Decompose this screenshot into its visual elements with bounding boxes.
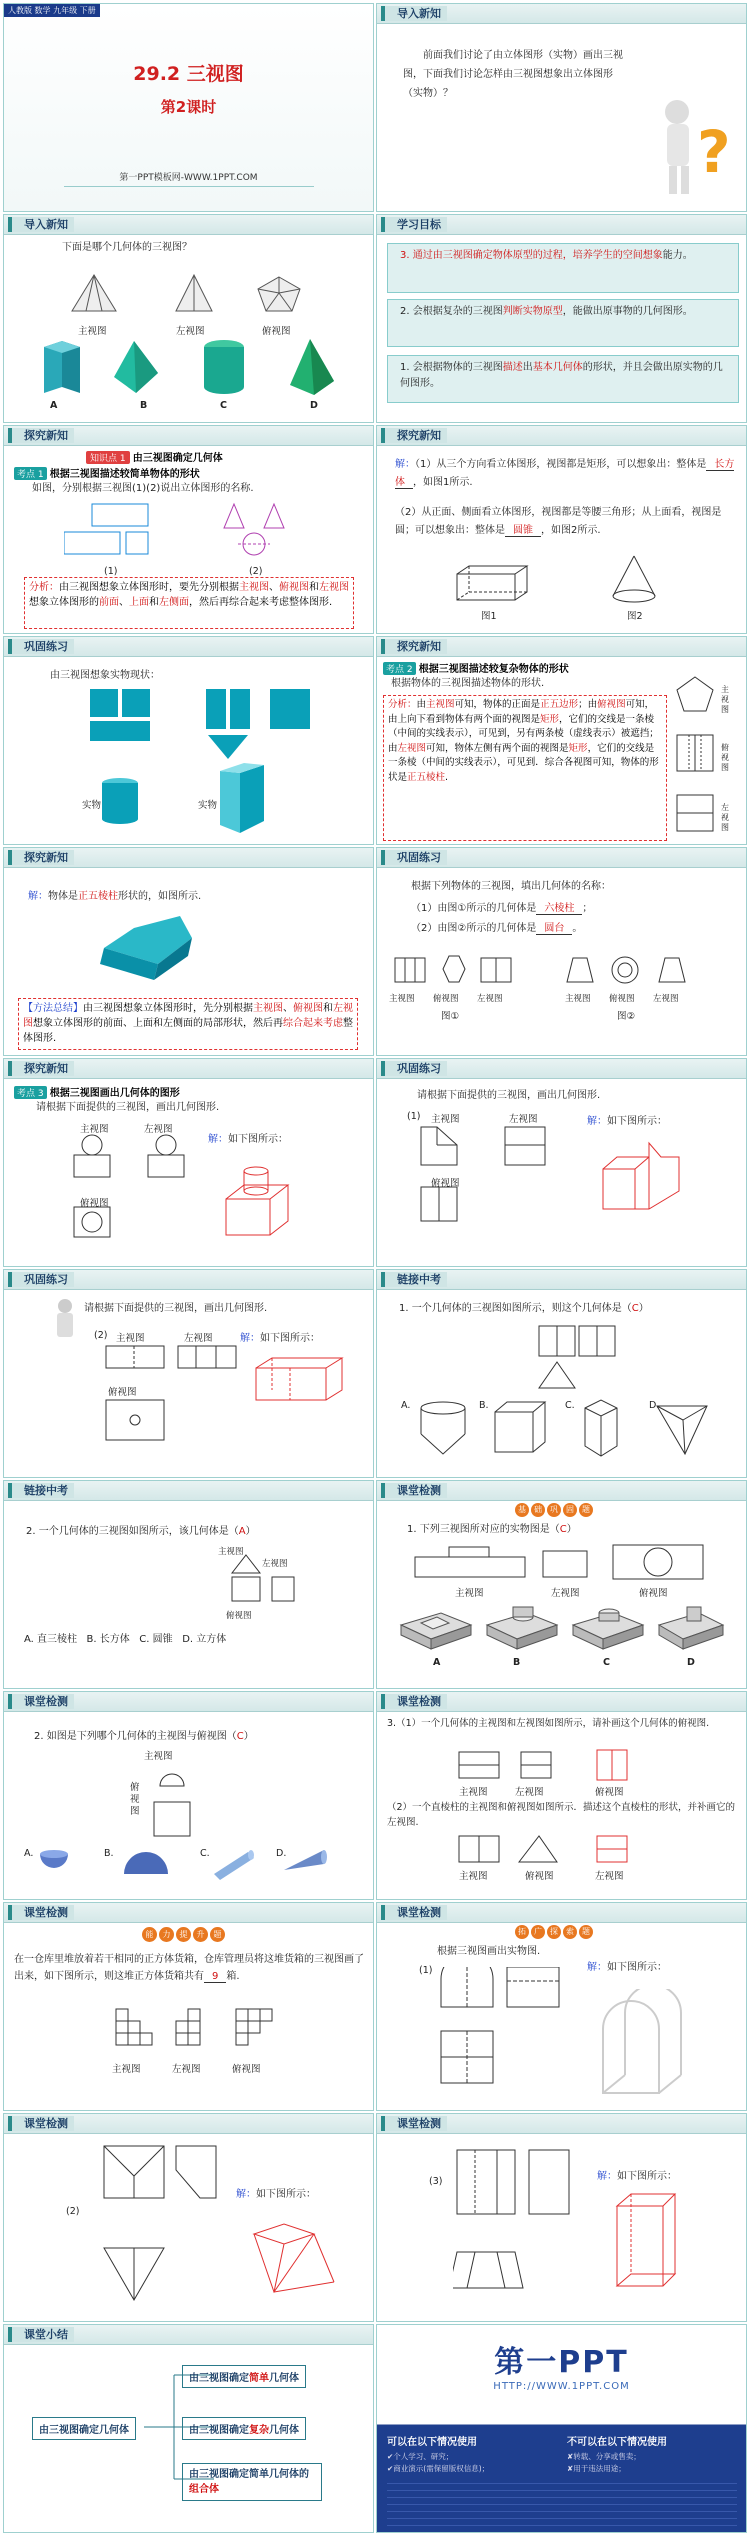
question: 根据三视图画出实物图.: [437, 1946, 541, 1957]
answer-sketch: [609, 2190, 699, 2310]
slide-9[interactable]: [3, 847, 374, 1056]
exercise-views: [393, 952, 733, 988]
slide-header: 探究新知: [4, 1059, 373, 1079]
slide-header: 课堂检测: [377, 1692, 746, 1712]
caption-2: 图②: [617, 1011, 636, 1022]
slide-4[interactable]: [376, 214, 747, 423]
q2: （2）一个直棱柱的主视图和俯视图如图所示．描述这个直棱柱的形状，并补画它的左视图.: [387, 1802, 736, 1828]
svg-text:?: ?: [697, 118, 731, 186]
views-2: [457, 1832, 657, 1868]
l4: 主视图: [565, 994, 591, 1004]
question: 2. 如图是下列哪个几何体的主视图与俯视图（C）: [34, 1731, 254, 1742]
question: 根据物体的三视图描述物体的形状.: [391, 678, 545, 689]
v4: 主视图: [459, 1871, 488, 1882]
question: 如图，分别根据三视图(1)(2)说出立体图形的名称.: [32, 483, 254, 494]
slide-22[interactable]: [376, 2113, 747, 2322]
answer: 解：如下图所示：: [208, 1134, 288, 1145]
option-b[interactable]: B: [140, 400, 148, 411]
slide-header: 导入新知: [4, 215, 373, 235]
opt-d[interactable]: D.: [276, 1848, 287, 1859]
v1: 主视图: [218, 1547, 244, 1557]
answer: 解：如下图所示：: [597, 2171, 677, 2182]
slide-17[interactable]: [3, 1691, 374, 1900]
l5: 俯视图: [609, 994, 635, 1004]
can-1: ✔个人学习、研究；: [387, 2452, 454, 2461]
three-views: [64, 273, 324, 323]
slide-23-summary[interactable]: [3, 2324, 374, 2533]
option-solids: [397, 1603, 727, 1653]
logo: 第一PPT: [494, 2345, 629, 2380]
cannot-2: ✘用于违法用途；: [567, 2464, 626, 2473]
caption-1: 图①: [441, 1011, 460, 1022]
slide-24-footer[interactable]: [376, 2324, 747, 2533]
slide-header: 链接中考: [377, 1270, 746, 1290]
exercise-figures: [44, 685, 364, 845]
opt-d[interactable]: D.: [649, 1400, 660, 1411]
l1: 主视图: [389, 994, 415, 1004]
slide-2[interactable]: [376, 3, 747, 212]
fig2-label: 图2: [627, 611, 643, 622]
views: [146, 1762, 206, 1842]
option-a[interactable]: A: [50, 400, 58, 411]
slide-16[interactable]: [376, 1480, 747, 1689]
slide-header: 巩固练习: [4, 1270, 373, 1290]
slide-11[interactable]: [3, 1058, 374, 1267]
views: [413, 1543, 713, 1583]
l3: 左视图: [477, 994, 503, 1004]
divider: [64, 186, 314, 187]
view-label-front: 主视图: [721, 685, 729, 714]
v6: 左视图: [595, 1871, 624, 1882]
slide-14[interactable]: [376, 1269, 747, 1478]
link-list-decor: [387, 2477, 737, 2529]
l6: 左视图: [653, 994, 679, 1004]
v2: 左视图: [551, 1588, 580, 1599]
can-2: ✔商业演示(需保留版权信息)；: [387, 2464, 490, 2473]
question: 请根据下面提供的三视图，画出几何图形.: [36, 1102, 220, 1113]
options[interactable]: A. 直三棱柱 B. 长方体 C. 圆锥 D. 立方体: [24, 1634, 227, 1645]
views: [453, 2148, 593, 2318]
v3: 俯视图: [232, 2064, 261, 2075]
views-1: [457, 1748, 647, 1782]
slide-20[interactable]: [376, 1902, 747, 2111]
solid-options: [34, 337, 354, 397]
v1: 主视图: [116, 1333, 145, 1344]
v2: 左视图: [262, 1559, 288, 1569]
intro-paragraph: 前面我们讨论了由立体图形（实物）画出三视图，下面我们讨论怎样由三视图想象出立体图形（实物）？: [403, 50, 623, 99]
slide-12[interactable]: [376, 1058, 747, 1267]
views-figure: [64, 502, 354, 568]
option-d[interactable]: D: [310, 400, 318, 411]
option-solids: [417, 1398, 737, 1462]
views: [100, 2144, 240, 2304]
figure-1-label: (1): [104, 566, 118, 577]
slide-header: 探究新知: [4, 848, 373, 868]
student-icon: [50, 1298, 80, 1342]
answer: 解：如下图所示：: [236, 2189, 316, 2200]
credit: 第一PPT模板网-WWW.1PPT.COM: [119, 173, 258, 183]
v1: 主视图: [431, 1114, 460, 1125]
option-solids: [34, 1844, 354, 1884]
question: 下面是哪个几何体的三视图？: [62, 242, 192, 253]
v2: 左视图: [144, 1124, 173, 1135]
slide-header: 课堂检测: [377, 1481, 746, 1501]
v3: 俯视图: [108, 1387, 137, 1398]
slide-header: 课堂检测: [4, 1692, 373, 1712]
views: [104, 1344, 264, 1454]
slide-header: 探究新知: [377, 637, 746, 657]
method-summary: 【方法总结】由三视图想象立体图形时，先分别根据主视图、俯视图和左视图想象立体图形的前面、上面和左侧面的局部形状，然后再综合起来考虑整体图形.: [18, 998, 358, 1050]
slide-15[interactable]: [3, 1480, 374, 1689]
level-badge: 能 力 提 升 题: [142, 1927, 225, 1942]
v3: 俯视图: [639, 1588, 668, 1599]
views: [537, 1322, 617, 1392]
answer-sketch: [252, 1354, 352, 1414]
goal-2: 2. 会根据复杂的三视图判断实物原型，能做出原事物的几何图形。: [387, 299, 739, 347]
opt-c[interactable]: C.: [565, 1400, 575, 1411]
cannot-1: ✘转载、分享或售卖；: [567, 2452, 641, 2461]
slide-header: 链接中考: [4, 1481, 373, 1501]
question: 由三视图想象实物现状：: [50, 670, 160, 681]
n: (2): [66, 2206, 80, 2217]
v1: 主视图: [112, 2064, 141, 2075]
question: 1. 一个几何体的三视图如图所示，则这个几何体是（C）: [399, 1303, 649, 1314]
opt-c[interactable]: C: [603, 1657, 610, 1668]
goal-1: 1. 会根据物体的三视图描述出基本几何体的形状，并且会做出原实物的几何图形。: [387, 355, 739, 403]
v2: 左视图: [172, 2064, 201, 2075]
lesson-subtitle: 第2课时: [160, 98, 217, 116]
v2: 左视图: [184, 1333, 213, 1344]
opt-a[interactable]: A.: [401, 1400, 411, 1411]
can-use-title: 可以在以下情况使用: [387, 2437, 477, 2448]
analysis-box: 分析：由主视图可知，物体的正面是正五边形；由俯视图可知，由上向下看到物体有两个面的视图是矩形，它们的交线是一条棱（中间的实线表示），可见到，另有两条棱（虚线表示）被遮挡；由左视图可知，物体左侧有两个面的视图是矩形，它们的交线是一条棱（中间的实线表示），可见到．综合各视图可知，物体的形状是正五棱柱.: [383, 695, 667, 841]
question: 1. 下列三视图所对应的实物图是（C）: [407, 1524, 577, 1535]
exam-point: 考点 1 根据三视图描述较简单物体的形状: [14, 465, 200, 480]
slide-3[interactable]: [3, 214, 374, 423]
opt-b[interactable]: B: [513, 1657, 521, 1668]
view-label-top: 俯视图: [721, 743, 729, 772]
n: (1): [407, 1111, 421, 1122]
opt-b[interactable]: B.: [104, 1848, 114, 1859]
v3: 俯视图: [431, 1178, 460, 1189]
slide-header: 课堂小结: [4, 2325, 373, 2345]
n: (3): [429, 2176, 443, 2187]
exam-point: 考点 2 根据三视图描述较复杂物体的形状: [383, 660, 569, 675]
opt-a[interactable]: A: [433, 1657, 441, 1668]
slide-19[interactable]: [3, 1902, 374, 2111]
v1: 主视图: [144, 1751, 173, 1762]
slide-header: 巩固练习: [377, 1059, 746, 1079]
v1: 主视图: [459, 1787, 488, 1798]
fig1-label: 图1: [481, 611, 497, 622]
slide-header: 探究新知: [377, 426, 746, 446]
slide-header: 巩固练习: [377, 848, 746, 868]
slide-header: 课堂检测: [377, 2114, 746, 2134]
slide-7[interactable]: [3, 636, 374, 845]
views: [437, 1967, 567, 2097]
opt-c[interactable]: C.: [200, 1848, 210, 1859]
n: (1): [419, 1965, 433, 1976]
top-view-label: 俯视图: [262, 326, 291, 337]
v1: 主视图: [80, 1124, 109, 1135]
slide-header: 导入新知: [377, 4, 746, 24]
slide-1-title[interactable]: [3, 3, 374, 212]
cuboid-sketch: [453, 564, 533, 604]
slide-header: 课堂检测: [4, 2114, 373, 2134]
slide-10[interactable]: [376, 847, 747, 1056]
slide-header: 学习目标: [377, 215, 746, 235]
summary-branch-2: 由三视图确定复杂几何体: [182, 2417, 306, 2440]
summary-root: 由三视图确定几何体: [32, 2417, 136, 2440]
slide-header: 探究新知: [4, 426, 373, 446]
v2: 左视图: [509, 1114, 538, 1125]
question: 根据下列物体的三视图，填出几何体的名称：: [411, 881, 611, 892]
q1: （1）由图①所示的几何体是 六棱柱 ；: [411, 903, 593, 914]
slide-18[interactable]: [376, 1691, 747, 1900]
thinking-figure-icon: [639, 92, 739, 202]
figure-2-label: (2): [249, 566, 263, 577]
v1: 主视图: [455, 1588, 484, 1599]
lesson-title: 29.2 三视图: [133, 63, 244, 85]
summary-branch-3: 由三视图确定简单几何体的组合体: [182, 2463, 322, 2501]
opt-d[interactable]: D: [687, 1657, 695, 1668]
level-badge: 拓 广 探 索 题: [515, 1925, 593, 1939]
v2: 左视图: [515, 1787, 544, 1798]
slide-5[interactable]: [3, 425, 374, 634]
slide-header: 巩固练习: [4, 637, 373, 657]
analysis-box: 分析：由三视图想象立体图形时，要先分别根据主视图、俯视图和左视图想象立体图形的前面、上面和左侧面，然后再综合起来考虑整体图形.: [24, 577, 354, 629]
q2: （2）由图②所示的几何体是 圆台 。: [411, 923, 583, 934]
question: 请根据下面提供的三视图，画出几何图形.: [417, 1090, 601, 1101]
solid-label-1: 实物: [82, 800, 102, 811]
knowledge-point: 知识点 1 由三视图确定几何体: [86, 449, 223, 464]
solid-label-2: 实物: [198, 800, 218, 811]
level-badge: 基 础 巩 固 题: [515, 1503, 593, 1517]
opt-b[interactable]: B.: [479, 1400, 489, 1411]
slide-13[interactable]: [3, 1269, 374, 1478]
front-view-label: 主视图: [78, 326, 107, 337]
views: [70, 1133, 210, 1243]
slide-6[interactable]: [376, 425, 747, 634]
v2: 俯视图: [130, 1782, 140, 1817]
slide-header: 课堂检测: [4, 1903, 373, 1923]
summary-branch-1: 由三视图确定简单几何体: [182, 2365, 306, 2388]
answer-sketch: [599, 1989, 699, 2099]
v5: 俯视图: [525, 1871, 554, 1882]
v3: 俯视图: [80, 1198, 109, 1209]
question: 请根据下面提供的三视图，画出几何图形.: [84, 1303, 268, 1314]
option-c[interactable]: C: [220, 400, 227, 411]
opt-a[interactable]: A.: [24, 1848, 34, 1859]
view-label-left: 左视图: [721, 803, 729, 832]
edition-badge: 人教版 数学 九年级 下册: [4, 4, 100, 17]
answer: 解：如下图所示：: [587, 1962, 667, 1973]
question: 在一仓库里堆放着若干相同的正方体货箱，仓库管理员将这堆货箱的三视图画了出来，如下图所示，则这堆正方体货箱共有 9 箱.: [14, 1954, 364, 1982]
v3: 俯视图: [226, 1611, 252, 1621]
slide-21[interactable]: [3, 2113, 374, 2322]
site-url[interactable]: HTTP://WWW.1PPT.COM: [493, 2381, 630, 2392]
answer-1: 解：（1）从三个方向看立体图形，视图都是矩形，可以想象出：整体是 长方体 ，如图1所示.: [395, 459, 735, 488]
exam-point: 考点 3 根据三视图画出几何体的图形: [14, 1084, 180, 1099]
cannot-use-title: 不可以在以下情况使用: [567, 2437, 667, 2448]
answer: 解：如下图所示：: [587, 1116, 667, 1127]
left-view-label: 左视图: [176, 326, 205, 337]
pentagon-views: [673, 673, 717, 843]
answer: 解：物体是正五棱柱形状的，如图所示.: [28, 891, 202, 902]
answer: 解：如下图所示：: [240, 1333, 320, 1344]
cone-sketch: [609, 554, 659, 606]
l2: 俯视图: [433, 994, 459, 1004]
v3: 俯视图: [595, 1787, 624, 1798]
q1: 3.（1）一个几何体的主视图和左视图如图所示，请补画这个几何体的俯视图.: [387, 1718, 710, 1729]
slide-header: 课堂检测: [377, 1903, 746, 1923]
answer-sketch: [599, 1139, 689, 1219]
question: 2. 一个几何体的三视图如图所示，该几何体是（A）: [26, 1526, 256, 1537]
answer-sketch: [220, 1159, 300, 1249]
views: [114, 2001, 294, 2051]
slide-8[interactable]: [376, 636, 747, 845]
answer-sketch: [244, 2214, 354, 2304]
n: (2): [94, 1330, 108, 1341]
answer-2: （2）从正面、侧面看立体图形，视图都是等腰三角形；从上面看，视图是圆；可以想象出：整体是 圆锥 ，如图2所示.: [395, 507, 722, 536]
goal-3: 3. 通过由三视图确定物体原型的过程，培养学生的空间想象能力。: [387, 243, 739, 293]
pentagonal-prism: [84, 908, 204, 988]
